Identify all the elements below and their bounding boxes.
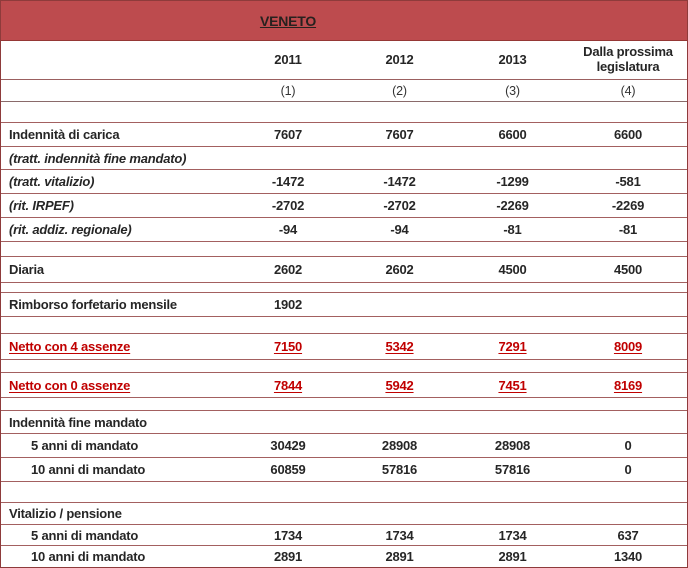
row-label: Netto con 4 assenze: [9, 339, 131, 354]
table-row: [1, 503, 687, 525]
spacer-row: [1, 360, 687, 373]
table-row: [1, 434, 687, 458]
value-cell-col3: -81: [503, 222, 522, 237]
table-body: [1, 102, 687, 567]
value-cell-col2: 7607: [385, 127, 414, 142]
value-cell-col4: -81: [618, 222, 638, 237]
value-cell-col1: 2602: [273, 262, 303, 277]
row-label: (tratt. indennità fine mandato): [9, 150, 187, 166]
spacer-row: [1, 398, 687, 411]
value-cell-col3: 57816: [494, 462, 531, 477]
row-label: 10 anni di mandato: [31, 549, 146, 564]
spacer-row: [1, 482, 687, 503]
row-label: Diaria: [9, 262, 44, 277]
value-cell-col2: 1734: [385, 527, 414, 543]
table-row: [1, 123, 687, 147]
value-cell-col1: 1902: [273, 297, 303, 312]
table-row: [1, 458, 687, 482]
value-cell-col1: 7150: [273, 339, 303, 354]
table-row: [1, 546, 687, 567]
value-cell-col3: 7451: [498, 377, 527, 393]
table-row: [1, 411, 687, 434]
value-cell-col4: 4500: [613, 262, 643, 277]
value-cell-col4: 1340: [613, 549, 643, 564]
value-cell-col3: 7291: [498, 339, 527, 354]
value-cell-col3: 6600: [498, 127, 527, 142]
row-label: Vitalizio / pensione: [9, 506, 122, 521]
spacer-row: [1, 102, 687, 123]
value-cell-col2: -94: [390, 222, 409, 237]
value-cell-col2: 5942: [385, 377, 414, 393]
table-row: [1, 334, 687, 360]
value-cell-col1: 2891: [273, 549, 303, 564]
value-cell-col1: 60859: [270, 462, 306, 477]
value-cell-col4: -581: [615, 174, 641, 189]
value-cell-col2: 28908: [381, 438, 418, 453]
table-row: [1, 194, 687, 218]
row-label: 5 anni di mandato: [31, 527, 139, 543]
value-cell-col4: 8009: [613, 339, 643, 354]
table-row: [1, 257, 687, 283]
row-label: Indennità fine mandato: [9, 414, 147, 430]
row-label: 10 anni di mandato: [31, 462, 146, 477]
table-row: [1, 525, 687, 546]
column-index-3: (3): [505, 83, 520, 98]
value-cell-col4: 637: [617, 527, 639, 543]
value-cell-col4: -2269: [611, 198, 645, 213]
value-cell-col1: -2702: [271, 198, 305, 213]
value-cell-col1: 1734: [273, 527, 303, 543]
header-row-years: [1, 41, 687, 80]
column-header-2012: 2012: [385, 52, 414, 67]
value-cell-col2: -1472: [383, 174, 416, 189]
value-cell-col3: 28908: [494, 438, 531, 453]
value-cell-col1: -1472: [271, 174, 305, 189]
value-cell-col3: 1734: [498, 527, 527, 543]
spacer-row: [1, 242, 687, 257]
value-cell-col2: 2891: [385, 549, 414, 564]
table-title-banner: [1, 1, 687, 41]
row-label: (tratt. vitalizio): [9, 174, 95, 189]
value-cell-col2: 5342: [385, 339, 414, 354]
row-label: Indennità di carica: [9, 127, 120, 142]
value-cell-col1: 7607: [273, 127, 303, 142]
value-cell-col3: 2891: [498, 549, 527, 564]
value-cell-col2: -2702: [383, 198, 416, 213]
value-cell-col4: 0: [624, 438, 632, 453]
value-cell-col3: -1299: [496, 174, 529, 189]
table-row: [1, 147, 687, 170]
row-label: (rit. addiz. regionale): [9, 222, 132, 237]
row-label: 5 anni di mandato: [31, 438, 139, 453]
value-cell-col4: 0: [624, 462, 632, 477]
spacer-row: [1, 283, 687, 293]
column-index-4: (4): [620, 83, 636, 98]
value-cell-col4: 8169: [613, 377, 643, 393]
value-cell-col1: -94: [278, 222, 298, 237]
value-cell-col4: 6600: [613, 127, 643, 142]
header-row-indices: [1, 80, 687, 102]
row-label: Rimborso forfetario mensile: [9, 297, 177, 312]
column-header-2013: 2013: [498, 52, 527, 67]
column-header-next-legislature: Dalla prossima legislatura: [583, 45, 673, 74]
column-index-1: (1): [280, 83, 296, 98]
column-index-2: (2): [392, 83, 407, 98]
row-label: Netto con 0 assenze: [9, 377, 131, 393]
table-row: [1, 373, 687, 398]
value-cell-col2: 57816: [381, 462, 418, 477]
row-label: (rit. IRPEF): [9, 198, 74, 213]
value-cell-col1: 30429: [270, 438, 306, 453]
spacer-row: [1, 317, 687, 334]
table-row: [1, 218, 687, 242]
value-cell-col3: 4500: [498, 262, 527, 277]
table-row: [1, 170, 687, 194]
value-cell-col2: 2602: [385, 262, 414, 277]
page-title: VENETO: [259, 12, 317, 29]
value-cell-col3: -2269: [496, 198, 529, 213]
table-row: [1, 293, 687, 317]
column-header-2011: 2011: [274, 52, 302, 67]
value-cell-col1: 7844: [273, 377, 303, 393]
